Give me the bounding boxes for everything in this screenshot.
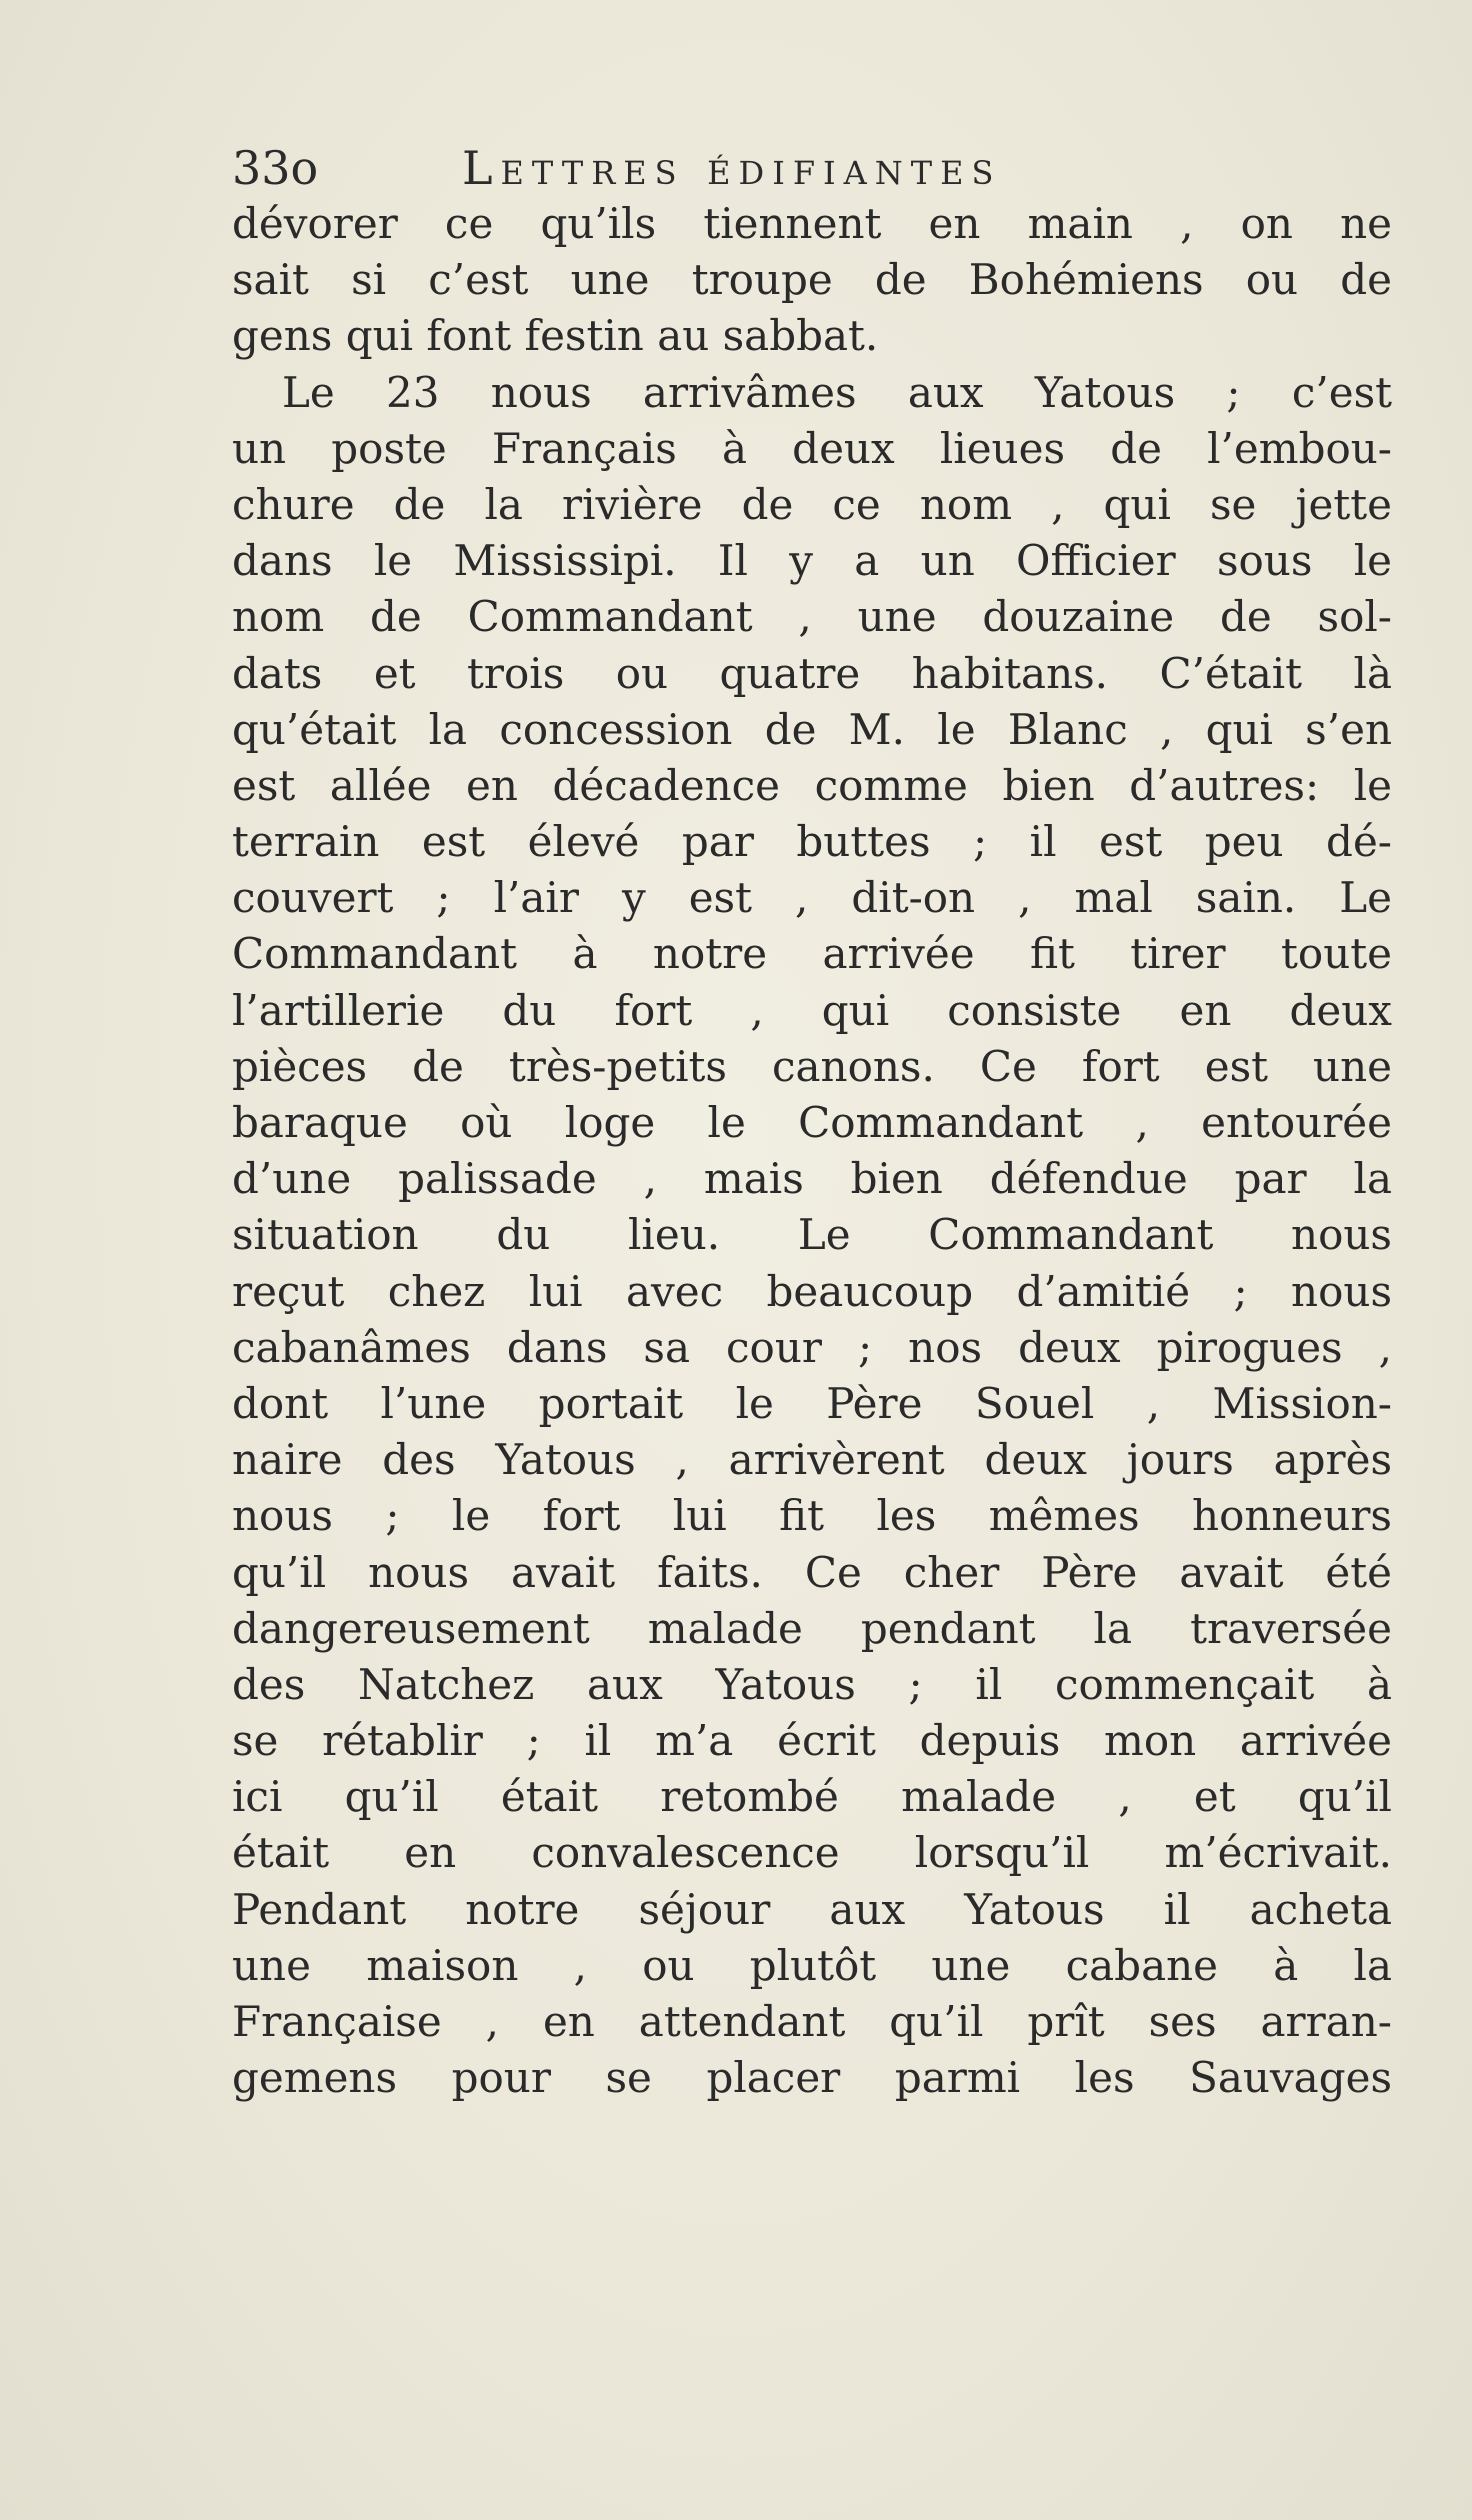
text-line: gens qui font festin au sabbat. <box>232 311 879 361</box>
text-line: un poste Français à deux lieues de l’embou- <box>232 423 1392 473</box>
text-line: d’une palissade , mais bien défendue par la <box>232 1154 1392 1204</box>
text-line: dans le Mississipi. Il y a un Officier sous le <box>232 536 1392 586</box>
text-line: sait si c’est une troupe de Bohémiens ou de <box>232 255 1392 305</box>
text-line: qu’était la concession de M. le Blanc , qui s’en <box>232 704 1392 754</box>
paragraph-start-line: Le 23 nous arrivâmes aux Yatous ; c’est <box>282 367 1392 417</box>
text-line: qu’il nous avait faits. Ce cher Père avait été <box>232 1547 1392 1597</box>
text-line: dévorer ce qu’ils tiennent en main , on ne <box>232 199 1392 248</box>
text-line: chure de la rivière de ce nom , qui se jette <box>232 479 1392 529</box>
text-line: cabanâmes dans sa cour ; nos deux pirogues , <box>232 1322 1392 1372</box>
text-line: reçut chez lui avec beaucoup d’amitié ; nous <box>232 1266 1392 1316</box>
text-line: dangereusement malade pendant la traversée <box>232 1603 1392 1653</box>
text-line: nom de Commandant , une douzaine de sol- <box>232 592 1392 642</box>
text-line: dats et trois ou quatre habitans. C’était là <box>232 648 1392 698</box>
text-line: naire des Yatous , arrivèrent deux jours après <box>232 1435 1392 1485</box>
body-text <box>232 196 1392 2106</box>
text-line: nous ; le fort lui fit les mêmes honneurs <box>232 1491 1392 1541</box>
text-line: des Natchez aux Yatous ; il commençait à <box>232 1659 1392 1709</box>
text-line: Commandant à notre arrivée fit tirer toute <box>232 929 1392 979</box>
text-line: Française , en attendant qu’il prît ses arran- <box>232 1997 1392 2046</box>
text-line: une maison , ou plutôt une cabane à la <box>232 1940 1392 1990</box>
text-line: gemens pour se placer parmi les Sauvages <box>232 2053 1392 2103</box>
text-line: Pendant notre séjour aux Yatous il acheta <box>232 1884 1392 1934</box>
text-line: couvert ; l’air y est , dit-on , mal sain. Le <box>232 873 1392 923</box>
text-line: situation du lieu. Le Commandant nous <box>232 1210 1392 1260</box>
text-line: est allée en décadence comme bien d’autres: le <box>232 760 1392 810</box>
text-line: l’artillerie du fort , qui consiste en deux <box>232 985 1392 1035</box>
text-line: terrain est élevé par buttes ; il est peu dé- <box>232 817 1392 867</box>
text-line: baraque où loge le Commandant , entourée <box>232 1098 1392 1147</box>
running-title: Lettres édifiantes <box>462 141 1002 195</box>
text-line: dont l’une portait le Père Souel , Mission- <box>232 1378 1392 1428</box>
page-header <box>232 138 1232 198</box>
text-line: pièces de très-petits canons. Ce fort est une <box>232 1041 1392 1091</box>
text-line: ici qu’il était retombé malade , et qu’il <box>232 1772 1392 1822</box>
text-line: était en convalescence lorsqu’il m’écrivait. <box>232 1828 1392 1878</box>
page-number: 33o <box>232 141 319 195</box>
text-line: se rétablir ; il m’a écrit depuis mon arrivée <box>232 1716 1392 1766</box>
